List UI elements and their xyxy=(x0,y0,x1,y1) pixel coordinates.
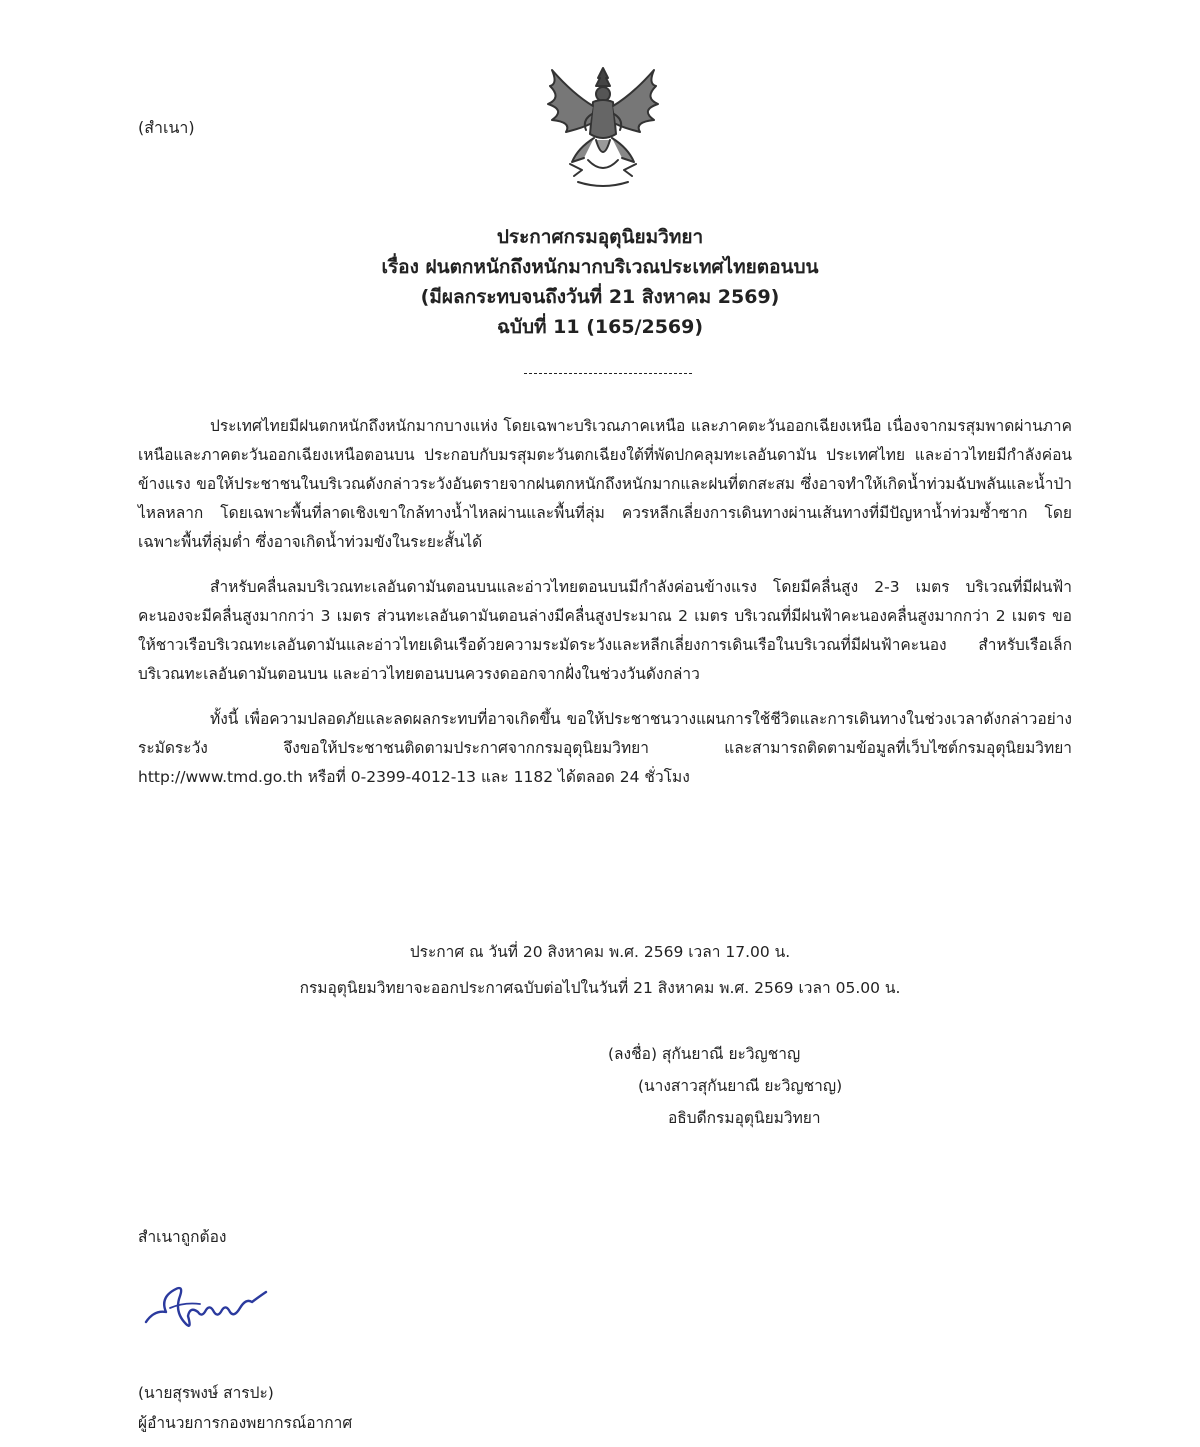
document-effective-date: (มีผลกระทบจนถึงวันที่ 21 สิงหาคม 2569) xyxy=(420,286,780,308)
document-title: ประกาศกรมอุตุนิยมวิทยา xyxy=(496,226,704,248)
handwritten-signature-icon xyxy=(140,1272,270,1342)
body-paragraph-waves: สำหรับคลื่นลมบริเวณทะเลอันดามันตอนบนและอ่าวไทยตอนบนมีกำลังค่อนข้างแรง โดยมีคลื่นสูง 2-3 เมตร บริเวณที่มีฝนฟ้าคะนองจะมีคลื่นสูงมากกว่า 3 เมตร ส่วนทะเลอันดามันตอนล่างมีคลื่นสูงประมาณ 2 เมตร บริเวณที่มีฝนฟ้าคะนองคลื่นสูงมากกว่า 2 เมตร ขอให้ชาวเรือบริเวณทะเลอันดามันและอ่าวไทยเดินเรือด้วยความระมัดระวังและหลีกเลี่ยงการเดินเรือในบริเวณที่มีฝนฟ้าคะนอง สำหรับเรือเล็กบริเวณทะเลอันดามันตอนบน และอ่าวไทยตอนบนควรงดออกจากฝั่งในช่วงวันดังกล่าว xyxy=(138,578,1072,683)
certifier-position: ผู้อำนวยการกองพยากรณ์อากาศ xyxy=(138,1414,353,1432)
signatory-signed: (ลงชื่อ) สุกันยาณี ยะวิญชาญ xyxy=(608,1045,801,1063)
body-paragraph-rain: ประเทศไทยมีฝนตกหนักถึงหนักมากบางแห่ง โดยเฉพาะบริเวณภาคเหนือ และภาคตะวันออกเฉียงเหนือ เนื่องจากมรสุมพาดผ่านภาคเหนือและภาคตะวันออกเฉียงเหนือตอนบน ประกอบกับมรสุมตะวันตกเฉียงใต้ที่พัดปกคลุมทะเลอันดามัน ประเทศไทย และอ่าวไทยมีกำลังค่อนข้างแรง ขอให้ประชาชนในบริเวณดังกล่าวระวังอันตรายจากฝนตกหนักถึงหนักมากและฝนที่ตกสะสม ซึ่งอาจทำให้เกิดน้ำท่วมฉับพลันและน้ำป่าไหลหลาก โดยเฉพาะพื้นที่ลาดเชิงเขาใกล้ทางน้ำไหลผ่านและพื้นที่ลุ่ม ควรหลีกเลี่ยงการเดินทางผ่านเส้นทางที่มีปัญหาน้ำท่วมซ้ำซาก โดยเฉพาะพื้นที่ลุ่มต่ำ ซึ่งอาจเกิดน้ำท่วมขังในระยะสั้นได้ xyxy=(138,417,1072,551)
document-body xyxy=(138,412,1072,808)
certified-copy-label: สำเนาถูกต้อง xyxy=(138,1228,227,1246)
announcement-dates xyxy=(200,934,1000,1006)
copy-mark: (สำเนา) xyxy=(138,118,195,137)
signatory-block xyxy=(600,1038,900,1134)
certifier-name: (นายสุรพงษ์ สารปะ) xyxy=(138,1384,274,1402)
signatory-full-name: (นางสาวสุกันยาณี ยะวิญชาญ) xyxy=(638,1077,843,1095)
announcement-issued: ประกาศ ณ วันที่ 20 สิงหาคม พ.ศ. 2569 เวลา 17.00 น. xyxy=(409,943,791,961)
document-heading xyxy=(200,222,1000,342)
certifier-block xyxy=(138,1378,352,1438)
document-issue-number: ฉบับที่ 11 (165/2569) xyxy=(496,316,704,338)
garuda-emblem-icon xyxy=(538,64,668,194)
body-paragraph-advice: ทั้งนี้ เพื่อความปลอดภัยและลดผลกระทบที่อาจเกิดขึ้น ขอให้ประชาชนวางแผนการใช้ชีวิตและการเดินทางในช่วงเวลาดังกล่าวอย่างระมัดระวัง จึงขอให้ประชาชนติดตามประกาศจากกรมอุตุนิยมวิทยา และสามารถติดตามข้อมูลที่เว็บไซต์กรมอุตุนิยมวิทยา http://www.tmd.go.th หรือที่ 0-2399-4012-13 และ 1182 ได้ตลอด 24 ชั่วโมง xyxy=(138,710,1072,786)
announcement-next-issue: กรมอุตุนิยมวิทยาจะออกประกาศฉบับต่อไปในวันที่ 21 สิงหาคม พ.ศ. 2569 เวลา 05.00 น. xyxy=(299,979,901,997)
document-subject: เรื่อง ฝนตกหนักถึงหนักมากบริเวณประเทศไทยตอนบน xyxy=(381,256,819,278)
heading-divider xyxy=(524,373,692,374)
signatory-position: อธิบดีกรมอุตุนิยมวิทยา xyxy=(668,1109,821,1127)
